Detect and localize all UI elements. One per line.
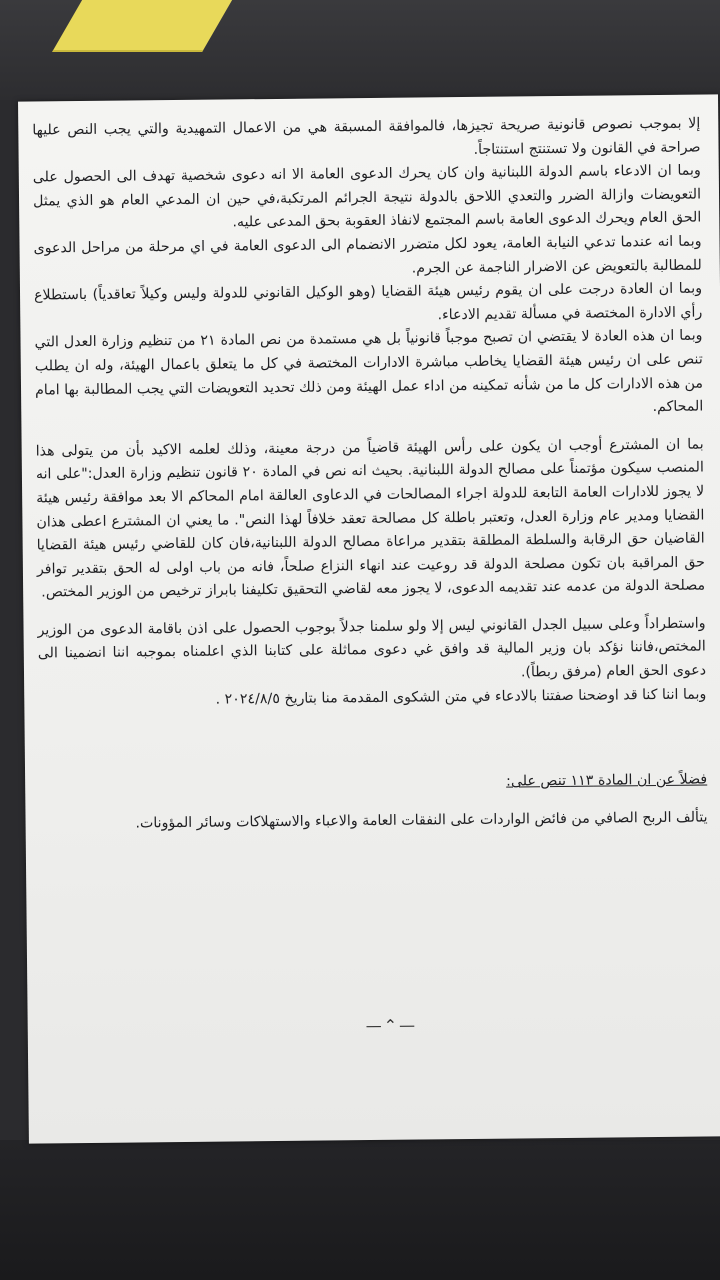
handwritten-mark-icon: —⌃— <box>365 1015 418 1036</box>
section-heading: فضلاً عن ان المادة ١١٣ تنص على: <box>506 771 708 790</box>
desk-background-bottom <box>0 1140 720 1280</box>
paragraph-7: واستطراداً وعلى سبيل الجدل القانوني ليس إلا ولو سلمنا جدلاً بوجوب الحصول على اذن باقامة الدعوى من الوزير المختص،فاننا نؤكد بان وزير المالية قد وافق غي دعوى مماثلة على كتابنا الذي اعلمناه بموجبه اننا انضمينا الى دعوى الحق العام (مرفق ربطاً). <box>37 615 707 681</box>
desk-background-top <box>0 0 720 100</box>
document-body <box>32 113 707 837</box>
paragraph-2: وبما ان الادعاء باسم الدولة اللبنانية وان كان يحرك الدعوى العامة الا انه دعوى شخصية تهدف الى الحصول على التعويضات وازالة الضرر والتعدي اللاحق بالدولة نتيجة الجرائم المرتكبة،في حين ان المدعي العام هو الذي يمثل الحق العام ويحرك الدعوى العامة باسم المجتمع لانفاذ العقوبة بحق المدعى عليه. <box>32 162 702 231</box>
paragraph-8: وبما اننا كنا قد اوضحنا صفتنا بالادعاء في متن الشكوى المقدمة منا بتاريخ ٢٠٢٤/٨/٥ . <box>215 686 707 708</box>
yellow-sticky-note <box>52 0 238 52</box>
paragraph-6: بما ان المشترع أوجب ان يكون على رأس الهيئة قاضياً من درجة معينة، وذلك لعلمه الاكيد بأن من يتولى هذا المنصب سيكون مؤتمناً على مصالح الدولة اللبنانية. بحيث انه نص في المادة ٢٠ قانون تنظيم وزارة العدل:"على انه لا يجوز للادارات العامة التابعة للدولة اجراء المصالحات في الدعاوى العالقة امام المحاكم الا بعد موافقة رئيس هيئة القضايا ومدير عام وزارة العدل، وتعتبر باطلة كل مصالحة تعقد خلافاً لهذا النص". ما يعني ان المشترع اعطى هذان القاضيان حق الرقابة والسلطة المطلقة بتقدير مراعاة مصالح الدولة اللبنانية،فان كان للقاضي رئيس هيئة القضايا حق المراقبة بان تكون مصلحة الدولة قد روعيت عند انهاء النزاع صلحاً، فانه من باب اولى له الحق بتقدير توافر مصلحة الدولة من عدمه عند تقديمه الدعوى، لا يجوز معه لقاضي التحقيق تكليفنا بابراز ترخيص من الوزير المختص. <box>35 436 706 601</box>
article-clause: يتألف الربح الصافي من فائض الواردات على النفقات العامة والاعباء والاستهلاكات وسائر المؤونات. <box>135 809 708 832</box>
paragraph-4: وبما ان العادة درجت على ان يقوم رئيس هيئة القضايا (وهو الوكيل القانوني للدولة وليس وكيلاً تعاقدياً) باستطلاع رأي الادارة المختصة في مسألة تقديم الادعاء. <box>33 280 703 324</box>
spacer <box>38 707 707 776</box>
document-page <box>18 94 720 1143</box>
paragraph-5: وبما ان هذه العادة لا يقتضي ان تصبح موجباً قانونياً بل هي مستمدة من نص المادة ٢١ من تنظيم وزارة العدل التي تنص على ان رئيس هيئة القضايا يخاطب مباشرة الادارات المختصة في كل ما يتعلق باعمال الهيئة، وله ان يطلب من هذه الادارات كل ما من شأنه تمكينه من اداء عمل الهيئة ومن ذلك تحديد التعويضات التي يجب المطالبة بها امام المحاكم. <box>34 327 704 416</box>
paragraph-1: إلا بموجب نصوص قانونية صريحة تجيزها، فالموافقة المسبقة هي من الاعمال التمهيدية والتي يجب النص عليها صراحة في القانون ولا تستنتج استنتاجاً. <box>32 115 701 158</box>
paragraph-3: وبما انه عندما تدعي النيابة العامة، يعود لكل متضرر الانضمام الى الدعوى العامة في اي مرحلة من مراحل الدعوى للمطالبة بالتعويض عن الاضرار الناجمة عن الجرم. <box>33 233 702 277</box>
